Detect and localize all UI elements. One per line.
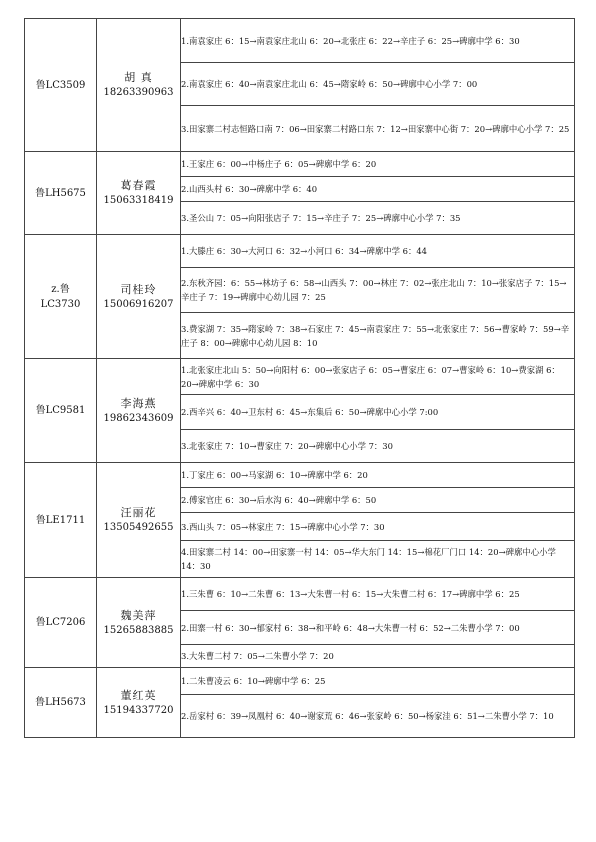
driver-name: 葛春霞 <box>120 179 157 192</box>
driver-cell <box>97 668 181 738</box>
driver-name: 司桂玲 <box>120 282 157 296</box>
route-cell: 3.田家寨二村志恒路口南 7：06→田家寨二村路口东 7：12→田家寨中心街 7：20→碑廓中心小学 7：25 <box>181 106 575 152</box>
table-row <box>25 19 575 63</box>
route-cell: 1.王家庄 6：00→中杨庄子 6：05→碑廓中学 6：20 <box>181 152 575 177</box>
route-cell: 2.傅家官庄 6：30→后水沟 6：40→碑廓中学 6：50 <box>181 488 575 513</box>
table-row <box>25 578 575 611</box>
table-row <box>25 668 575 695</box>
driver-name: 胡 真 <box>124 71 153 84</box>
route-cell: 3.圣公山 7：05→向阳张店子 7：15→辛庄子 7：25→碑廓中心小学 7：35 <box>181 202 575 235</box>
bus-route-table <box>24 18 575 738</box>
driver-phone: 13505492655 <box>103 522 174 533</box>
plate-number-cell <box>25 359 97 463</box>
driver-phone: 15063318419 <box>103 195 174 206</box>
driver-name: 董红英 <box>120 688 157 702</box>
plate-number: 鲁LH5675 <box>35 187 86 199</box>
route-cell: 1.大滕庄 6：30→大河口 6：32→小河口 6：34→碑廓中学 6：44 <box>181 235 575 268</box>
plate-number: 鲁LE1711 <box>35 514 86 526</box>
route-cell: 1.南袁家庄 6：15→南袁家庄北山 6：20→北张庄 6：22→辛庄子 6：25→碑廓中学 6：30 <box>181 19 575 63</box>
route-cell: 2.岳家村 6：39→凤凰村 6：40→谢家荒 6：46→张家岭 6：50→杨家洼 6：51→二朱曹小学 7：10 <box>181 695 575 738</box>
driver-phone: 18263390963 <box>103 87 174 98</box>
driver-cell <box>97 19 181 152</box>
route-cell: 2.田寨一村 6：30→郁家村 6：38→和平岭 6：48→大朱曹一村 6：52→二朱曹小学 7：00 <box>181 611 575 645</box>
plate-number: 鲁LC3509 <box>35 79 86 91</box>
driver-cell <box>97 152 181 235</box>
driver-phone: 15265883885 <box>103 624 174 636</box>
driver-phone: 15194337720 <box>103 704 174 716</box>
driver-name: 魏美萍 <box>120 608 157 622</box>
route-cell: 3.费家湖 7：35→隋家岭 7：38→石家庄 7：45→南袁家庄 7：55→北张家庄 7：56→曹家岭 7：59→辛庄子 8：00→碑廓中心幼儿园 8：10 <box>181 313 575 359</box>
plate-prefix: z.鲁 <box>51 283 70 295</box>
table-row <box>25 463 575 488</box>
plate-number: 鲁LC9581 <box>35 405 86 416</box>
plate-number: 鲁LH5673 <box>35 697 86 708</box>
route-cell: 1.三朱曹 6：10→二朱曹 6：13→大朱曹一村 6：15→大朱曹二村 6：17→碑廓中学 6：25 <box>181 578 575 611</box>
driver-name: 汪丽花 <box>120 506 157 519</box>
driver-phone: 15006916207 <box>103 298 174 310</box>
driver-cell <box>97 235 181 359</box>
plate-number-cell <box>25 19 97 152</box>
driver-cell <box>97 359 181 463</box>
route-cell: 1.北张家庄北山 5：50→向阳村 6：00→张家店子 6：05→曹家庄 6：07→曹家岭 6：10→费家湖 6：20→碑廓中学 6：30 <box>181 359 575 395</box>
driver-name: 李海燕 <box>120 396 157 410</box>
route-cell: 2.山西头村 6：30→碑廓中学 6：40 <box>181 177 575 202</box>
route-cell: 2.东秋齐园：6：55→林坊子 6：58→山西头 7：00→林庄 7：02→张庄北山 7：10→张家店子 7：15→辛庄子 7：19→碑廓中心幼儿园 7：25 <box>181 268 575 313</box>
route-cell: 1.丁家庄 6：00→马家湖 6：10→碑廓中学 6：20 <box>181 463 575 488</box>
route-cell: 2.南袁家庄 6：40→南袁家庄北山 6：45→隋家岭 6：50→碑廓中心小学 7：00 <box>181 63 575 106</box>
route-cell: 3.大朱曹二村 7：05→二朱曹小学 7：20 <box>181 645 575 668</box>
route-cell: 3.西山头 7：05→林家庄 7：15→碑廓中心小学 7：30 <box>181 513 575 541</box>
plate-number-cell <box>25 152 97 235</box>
route-cell: 4.田家寨二村 14：00→田家寨一村 14：05→华大东门 14：15→棉花厂门口 14：20→碑廓中心小学 14：30 <box>181 541 575 578</box>
plate-number-cell <box>25 235 97 359</box>
table-row <box>25 152 575 177</box>
driver-cell <box>97 463 181 578</box>
route-cell: 3.北张家庄 7：10→曹家庄 7：20→碑廓中心小学 7：30 <box>181 430 575 463</box>
plate-number: 鲁LC7206 <box>35 617 86 628</box>
plate-number: LC3730 <box>40 298 81 310</box>
route-table-body <box>25 19 575 738</box>
driver-cell <box>97 578 181 668</box>
table-row <box>25 359 575 395</box>
route-cell: 2.西辛兴 6：40→卫东村 6：45→东集后 6：50→碑廓中心小学 7:00 <box>181 395 575 430</box>
plate-number-cell <box>25 668 97 738</box>
route-cell: 1.二朱曹凌云 6：10→碑廓中学 6：25 <box>181 668 575 695</box>
plate-number-cell <box>25 463 97 578</box>
plate-number-cell <box>25 578 97 668</box>
driver-phone: 19862343609 <box>103 412 174 424</box>
table-row <box>25 235 575 268</box>
